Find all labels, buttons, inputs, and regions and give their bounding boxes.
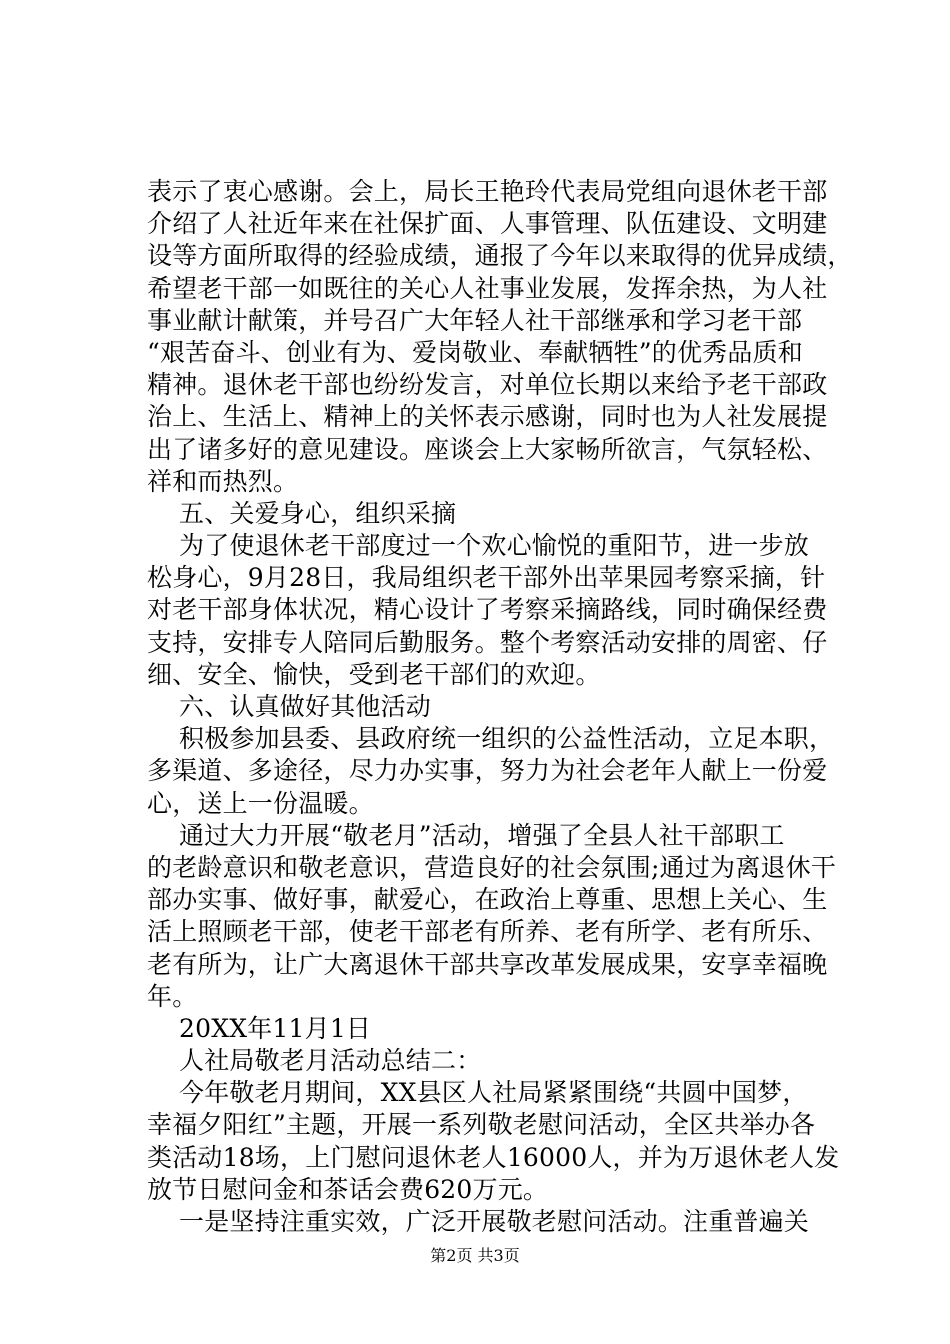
- text-line: 幸福夕阳红”主题，开展一系列敬老慰问活动，全区共举办各: [147, 1110, 816, 1140]
- text-line: 积极参加县委、县政府统一组织的公益性活动，立足本职，: [179, 724, 835, 754]
- text-line: 细、安全、愉快，受到老干部们的欢迎。: [147, 659, 601, 689]
- text-line: 的老龄意识和敬老意识，营造良好的社会氛围;通过为离退休干: [147, 852, 837, 882]
- text-line: 放节日慰问金和茶话会费620万元。: [147, 1174, 549, 1204]
- text-line: 多渠道、多途径，尽力办实事，努力为社会老年人献上一份爱: [147, 756, 828, 786]
- text-line: 老有所为，让广大离退休干部共享改革发展成果，安享幸福晚: [147, 949, 828, 979]
- text-line: 年。: [147, 981, 198, 1011]
- text-line: 松身心，9月28日，我局组织老干部外出苹果园考察采摘，针: [147, 563, 826, 593]
- text-line: “艰苦奋斗、创业有为、爱岗敬业、奉献牺牲”的优秀品质和: [147, 337, 803, 367]
- section-heading: 六、认真做好其他活动: [179, 692, 432, 721]
- date-line: 20XX年11月1日: [179, 1013, 372, 1043]
- text-line: 一是坚持注重实效，广泛开展敬老慰问活动。注重普遍关: [179, 1207, 810, 1236]
- text-line: 部办实事、做好事，献爱心，在政治上尊重、思想上关心、生: [147, 885, 828, 915]
- text-line: 祥和而热烈。: [147, 466, 299, 496]
- text-line: 精神。退休老干部也纷纷发言，对单位长期以来给予老干部政: [147, 370, 828, 400]
- text-line: 支持，安排专人陪同后勤服务。整个考察活动安排的周密、仔: [147, 627, 828, 657]
- text-line: 活上照顾老干部，使老干部老有所养、老有所学、老有所乐、: [147, 917, 828, 947]
- text-line: 表示了衷心感谢。会上，局长王艳玲代表局党组向退休老干部: [147, 177, 828, 206]
- section-heading: 五、关爱身心，组织采摘: [179, 498, 457, 528]
- text-line: 为了使退休老干部度过一个欢心愉悦的重阳节，进一步放: [179, 531, 810, 561]
- text-line: 通过大力开展“敬老月”活动，增强了全县人社干部职工: [179, 820, 785, 850]
- text-line: 希望老干部一如既往的关心人社事业发展，发挥余热，为人社: [147, 273, 828, 303]
- section-heading: 人社局敬老月活动总结二：: [179, 1046, 482, 1076]
- page-number: 第2页 共3页: [430, 1246, 520, 1265]
- text-line: 事业献计献策，并号召广大年轻人社干部继承和学习老干部: [147, 305, 803, 335]
- text-line: 设等方面所取得的经验成绩，通报了今年以来取得的优异成绩，: [147, 241, 853, 271]
- text-line: 出了诸多好的意见建设。座谈会上大家畅所欲言，气氛轻松、: [147, 434, 828, 464]
- text-line: 介绍了人社近年来在社保扩面、人事管理、队伍建设、文明建: [147, 209, 828, 239]
- text-line: 心，送上一份温暖。: [147, 788, 374, 818]
- text-line: 治上、生活上、精神上的关怀表示感谢，同时也为人社发展提: [147, 402, 828, 432]
- body-text: [147, 176, 853, 1238]
- text-line: 对老干部身体状况，精心设计了考察采摘路线，同时确保经费: [147, 595, 828, 625]
- text-line: 类活动18场，上门慰问退休老人16000人，并为万退休老人发: [147, 1142, 840, 1172]
- text-line: 今年敬老月期间，XX县区人社局紧紧围绕“共圆中国梦，: [179, 1078, 808, 1108]
